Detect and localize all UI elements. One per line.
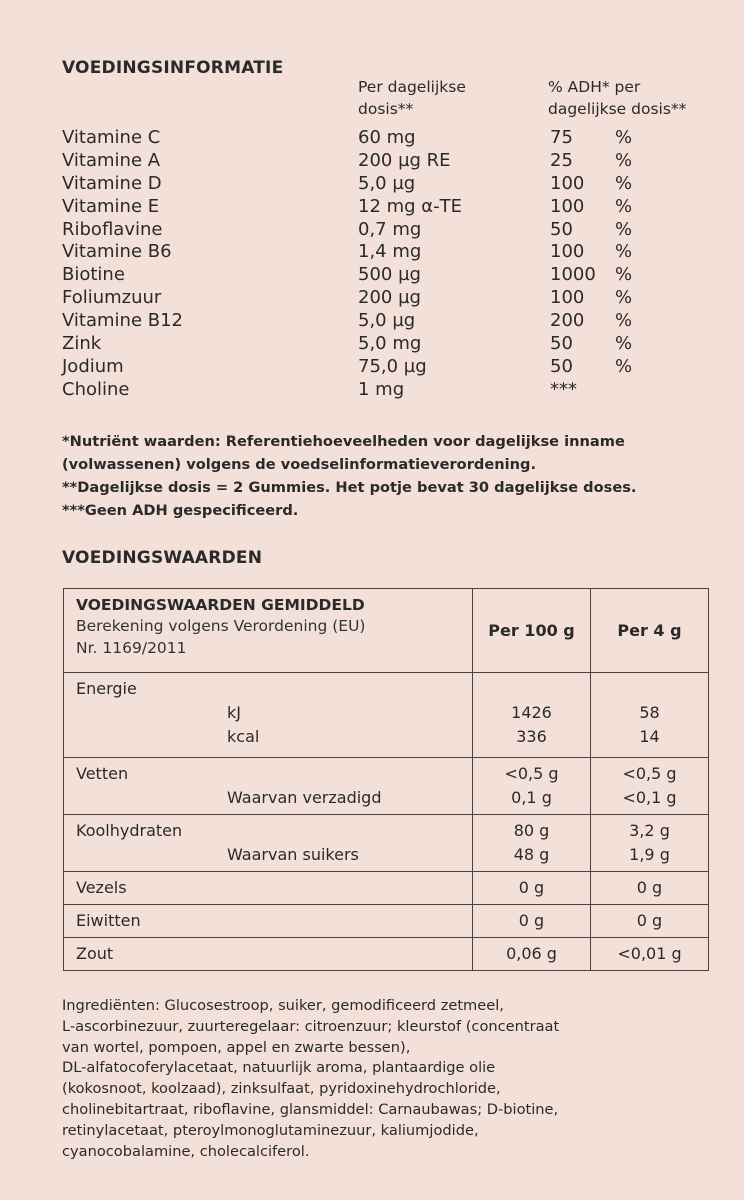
vetten-per-100g: <0,5 g — [504, 764, 559, 783]
table-header-row — [64, 589, 709, 673]
energie-label: Energie — [76, 679, 137, 698]
per-100g-header: Per 100 g — [473, 589, 591, 673]
percent-sign: % — [615, 355, 633, 377]
table-row-vezels — [64, 872, 709, 905]
vitamin-name: Vitamine B6 — [62, 241, 172, 263]
eiwitten-label: Eiwitten — [76, 911, 141, 930]
koolhydraten-label: Koolhydraten — [76, 821, 183, 840]
vitamin-list — [62, 127, 702, 402]
vitamin-row — [62, 379, 702, 402]
vitamin-row — [62, 356, 702, 379]
per-4g-header: Per 4 g — [591, 589, 709, 673]
vitamin-name: Riboflavine — [62, 218, 163, 240]
percent-sign: % — [615, 218, 633, 240]
zout-per-4g: <0,01 g — [617, 944, 682, 963]
vezels-label: Vezels — [76, 878, 127, 897]
vitamin-name: Vitamine E — [62, 195, 160, 217]
vitamin-name: Choline — [62, 378, 130, 400]
ingredients-line: DL-alfatocoferylacetaat, natuurlijk aroma, plantaardige olie — [62, 1059, 496, 1077]
vitamin-name: Jodium — [62, 355, 124, 377]
ingredients-line: Ingrediënten: Glucosestroop, suiker, gemodificeerd zetmeel, — [62, 997, 504, 1014]
vitamin-name: Vitamine B12 — [62, 310, 183, 332]
dose-column-header: Per dagelijkse dosis** — [358, 78, 466, 118]
vitamin-adh-percent: 100 — [550, 172, 585, 194]
percent-sign: % — [615, 333, 633, 355]
vitamin-row — [62, 264, 702, 287]
footnote: **Dagelijkse dosis = 2 Gummies. Het potje bevat 30 dagelijkse doses. — [62, 479, 637, 496]
ingredients-line: retinylacetaat, pteroylmonoglutaminezuur, kaliumjodide, — [62, 1121, 479, 1139]
vitamin-name: Biotine — [62, 264, 125, 286]
vitamin-name: Vitamine D — [62, 172, 162, 194]
kcal-label: kcal — [227, 727, 260, 746]
header-description-cell — [64, 589, 473, 673]
vitamin-row — [62, 310, 702, 333]
ingredients-line: L-ascorbinezuur, zuurteregelaar: citroenzuur; kleurstof (concentraat — [62, 1017, 560, 1035]
verzadigd-per-4g: <0,1 g — [622, 788, 677, 807]
vitamin-row — [62, 150, 702, 173]
table-row-koolhydraten — [64, 815, 709, 872]
kcal-per-4g: 14 — [639, 727, 660, 746]
ingredients-line: cholinebitartraat, riboflavine, glansmiddel: Carnaubawas; D-biotine, — [62, 1100, 559, 1118]
vitamin-row — [62, 241, 702, 264]
regulation-line: Nr. 1169/2011 — [76, 639, 187, 657]
ingredients-list — [62, 996, 742, 1162]
suikers-label: Waarvan suikers — [227, 845, 359, 864]
vitamin-name: Zink — [62, 333, 102, 355]
regulation-line: Berekening volgens Verordening (EU) — [76, 617, 366, 635]
vitamin-amount: 12 mg α-TE — [358, 195, 463, 217]
eiwitten-per-100g: 0 g — [518, 911, 545, 930]
ingredients-line: cyanocobalamine, cholecalciferol. — [62, 1142, 310, 1160]
vitamin-row — [62, 333, 702, 356]
zout-label: Zout — [76, 944, 114, 963]
voedingsinformatie-title: VOEDINGSINFORMATIE — [62, 58, 284, 78]
percent-sign: % — [615, 149, 633, 171]
percent-sign: % — [615, 195, 633, 217]
vitamin-amount: 0,7 mg — [358, 218, 422, 240]
kj-per-4g: 58 — [639, 703, 660, 722]
verzadigd-label: Waarvan verzadigd — [227, 788, 382, 807]
vitamin-adh-percent: 50 — [550, 355, 573, 377]
table-row-zout — [64, 938, 709, 971]
vitamin-amount: 1 mg — [358, 378, 405, 400]
kj-label: kJ — [227, 703, 241, 722]
percent-sign: % — [615, 172, 633, 194]
vitamin-adh-percent: *** — [550, 378, 577, 400]
vitamin-row — [62, 219, 702, 242]
percent-sign: % — [615, 241, 633, 263]
footnote: (volwassenen) volgens de voedselinformatieverordening. — [62, 456, 537, 473]
koolhydraten-per-4g: 3,2 g — [629, 821, 670, 840]
vitamin-row — [62, 127, 702, 150]
vezels-per-4g: 0 g — [636, 878, 663, 897]
vitamin-name: Vitamine A — [62, 149, 161, 171]
kj-per-100g: 1426 — [511, 703, 552, 722]
kcal-per-100g: 336 — [516, 727, 547, 746]
koolhydraten-per-100g: 80 g — [513, 821, 550, 840]
table-row-vetten — [64, 758, 709, 815]
voedingswaarden-title: VOEDINGSWAARDEN — [62, 548, 263, 568]
vitamin-adh-percent: 50 — [550, 218, 573, 240]
footnote: ***Geen ADH gespecificeerd. — [62, 502, 299, 519]
vitamin-adh-percent: 75 — [550, 127, 573, 148]
vitamin-row — [62, 173, 702, 196]
vezels-per-100g: 0 g — [518, 878, 545, 897]
suikers-per-100g: 48 g — [513, 845, 550, 864]
nutrition-table — [63, 588, 709, 971]
vitamin-amount: 75,0 µg — [358, 355, 427, 377]
vitamin-amount: 500 µg — [358, 264, 421, 286]
vitamin-amount: 5,0 mg — [358, 333, 422, 355]
vetten-label: Vetten — [76, 764, 129, 783]
vitamin-amount: 200 µg — [358, 287, 421, 309]
ingredients-line: van wortel, pompoen, appel en zwarte bessen), — [62, 1038, 411, 1056]
verzadigd-per-100g: 0,1 g — [511, 788, 552, 807]
table-row-eiwitten — [64, 905, 709, 938]
vitamin-amount: 5,0 µg — [358, 172, 416, 194]
percent-sign: % — [615, 264, 633, 286]
vitamin-amount: 5,0 µg — [358, 310, 416, 332]
ingredients-line: (kokosnoot, koolzaad), zinksulfaat, pyridoxinehydrochloride, — [62, 1080, 501, 1098]
vitamin-row — [62, 196, 702, 219]
vitamin-name: Foliumzuur — [62, 287, 162, 309]
eiwitten-per-4g: 0 g — [636, 911, 663, 930]
vitamin-row — [62, 287, 702, 310]
zout-per-100g: 0,06 g — [506, 944, 557, 963]
footnote: *Nutriënt waarden: Referentiehoeveelheden voor dagelijkse inname — [62, 433, 625, 450]
vitamin-amount: 200 µg RE — [358, 149, 451, 171]
vitamin-adh-percent: 100 — [550, 241, 585, 263]
vitamin-adh-percent: 100 — [550, 287, 585, 309]
vetten-per-4g: <0,5 g — [622, 764, 677, 783]
percent-sign: % — [615, 287, 633, 309]
vitamin-name: Vitamine C — [62, 127, 161, 148]
percent-sign: % — [615, 310, 633, 332]
suikers-per-4g: 1,9 g — [629, 845, 670, 864]
vitamin-adh-percent: 50 — [550, 333, 573, 355]
percent-sign: % — [615, 127, 633, 148]
table-row-energie — [64, 673, 709, 758]
vitamin-adh-percent: 1000 — [550, 264, 596, 286]
vitamin-amount: 60 mg — [358, 127, 416, 148]
vitamin-adh-percent: 25 — [550, 149, 573, 171]
adh-column-header: % ADH* per dagelijkse dosis** — [548, 78, 687, 118]
table-heading: VOEDINGSWAARDEN GEMIDDELD — [76, 596, 365, 614]
footnotes — [62, 430, 722, 522]
vitamin-amount: 1,4 mg — [358, 241, 422, 263]
vitamin-adh-percent: 100 — [550, 195, 585, 217]
vitamin-adh-percent: 200 — [550, 310, 585, 332]
